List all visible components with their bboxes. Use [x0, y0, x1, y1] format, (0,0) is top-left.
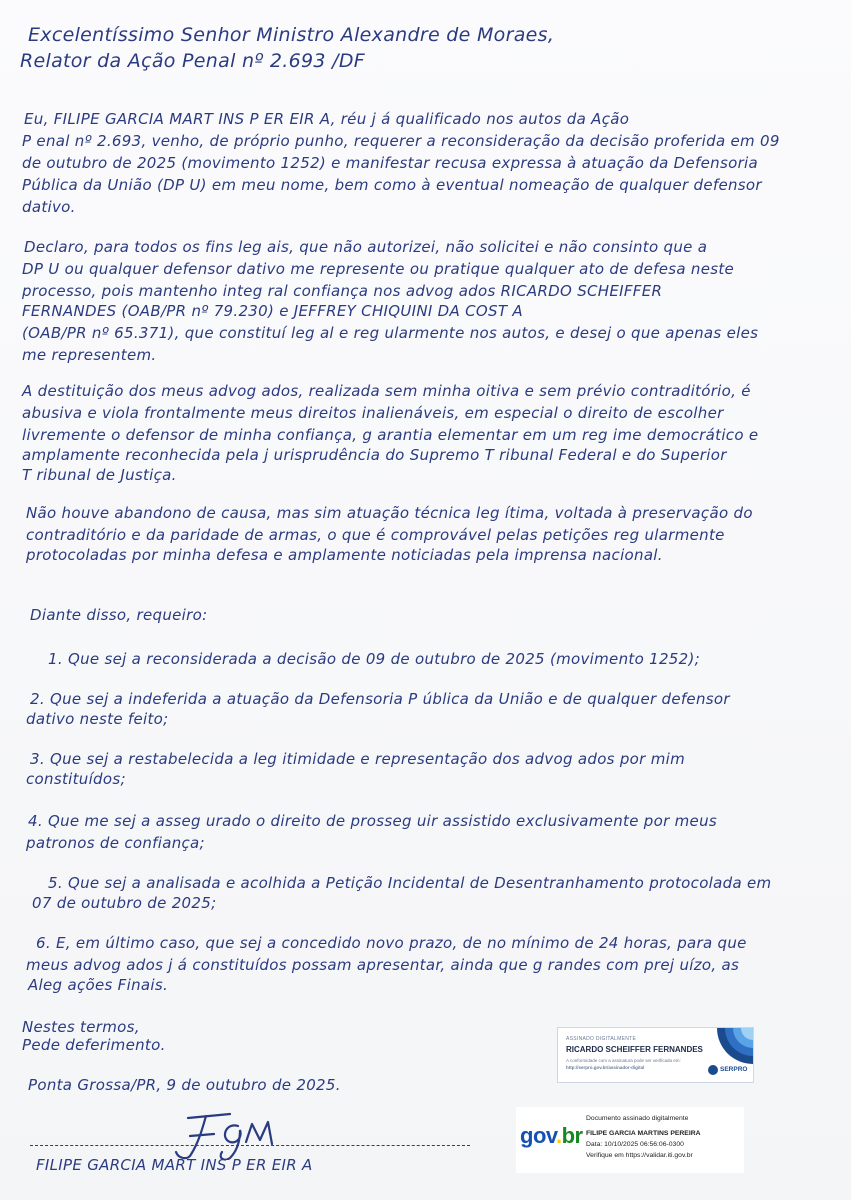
govbr-logo-gov: gov — [520, 1123, 556, 1148]
paragraph-1-line: Pública da União (DP U) em meu nome, bem como à eventual nomeação de qualquer defensor — [22, 176, 762, 194]
serpro-logo-icon — [708, 1065, 718, 1075]
paragraph-1-line: dativo. — [22, 198, 76, 216]
paragraph-2-line: FERNANDES (OAB/PR nº 79.230) e JEFFREY CHIQUINI DA COST A — [22, 302, 523, 320]
serpro-signature-stamp — [557, 1027, 754, 1083]
request-6-line: Aleg ações Finais. — [28, 976, 169, 994]
paragraph-1-line: P enal nº 2.693, venho, de próprio punho, requerer a reconsideração da decisão proferida em 09 — [22, 132, 780, 150]
signature-name: FILIPE GARCIA MART INS P ER EIR A — [36, 1156, 313, 1174]
paragraph-3-line: abusiva e viola frontalmente meus direitos inalienáveis, em especial o direito de escolher — [22, 404, 724, 422]
paragraph-3-line: amplamente reconhecida pela j urisprudência do Supremo T ribunal Federal e do Superior — [22, 446, 727, 464]
place-date: Ponta Grossa/PR, 9 de outubro de 2025. — [28, 1076, 341, 1094]
serpro-brand: SERPRO — [720, 1066, 748, 1073]
paragraph-2-line: me representem. — [22, 346, 157, 364]
paragraph-3-line: T ribunal de Justiça. — [22, 466, 177, 484]
request-5-line: 07 de outubro de 2025; — [32, 894, 217, 912]
paragraph-1-line: Eu, FILIPE GARCIA MART INS P ER EIR A, réu j á qualificado nos autos da Ação — [24, 110, 630, 128]
serpro-arcs-icon — [701, 1028, 753, 1066]
request-4-line: patronos de confiança; — [26, 834, 205, 852]
paragraph-3-line: livremente o defensor de minha confiança, g arantia elementar em um reg ime democrático e — [22, 426, 759, 444]
govbr-signer-name: FILIPE GARCIA MARTINS PEREIRA — [586, 1130, 701, 1137]
request-6-line: meus advog ados j á constituídos possam apresentar, ainda que g randes com prej uízo, as — [26, 956, 740, 974]
govbr-signature-stamp — [516, 1107, 744, 1173]
request-6-line: 6. E, em último caso, que sej a concedido novo prazo, de no mínimo de 24 horas, para que — [36, 934, 747, 952]
closing-line-2: Pede deferimento. — [22, 1036, 166, 1054]
salutation-line-2: Relator da Ação Penal nº 2.693 /DF — [20, 50, 366, 72]
paragraph-2-line: DP U ou qualquer defensor dativo me represente ou pratique qualquer ato de defesa neste — [22, 260, 735, 278]
request-1-line: 1. Que sej a reconsiderada a decisão de 09 de outubro de 2025 (movimento 1252); — [48, 650, 700, 668]
request-4-line: 4. Que me sej a asseg urado o direito de prosseg uir assistido exclusivamente por meus — [28, 812, 717, 830]
request-3-line: constituídos; — [26, 770, 126, 788]
govbr-date: Data: 10/10/2025 06:56:06-0300 — [586, 1141, 684, 1148]
paragraph-4-line: Não houve abandono de causa, mas sim atuação técnica leg ítima, voltada à preservação do — [26, 504, 753, 522]
request-2-line: 2. Que sej a indeferida a atuação da Defensoria P ública da União e de qualquer defensor — [30, 690, 730, 708]
salutation-line-1: Excelentíssimo Senhor Ministro Alexandre de Moraes, — [28, 24, 555, 46]
paragraph-2-line: processo, pois mantenho integ ral confiança nos advog ados RICARDO SCHEIFFER — [22, 282, 663, 300]
request-5-line: 5. Que sej a analisada e acolhida a Petição Incidental de Desentranhamento protocolada em — [48, 874, 772, 892]
request-2-line: dativo neste feito; — [26, 710, 169, 728]
stamp-url: http://serpro.gov.br/assinador-digital — [566, 1065, 645, 1070]
govbr-verify: Verifique em https://validar.iti.gov.br — [586, 1152, 693, 1159]
stamp-label: ASSINADO DIGITALMENTE — [566, 1036, 637, 1042]
stamp-note: A conformidade com a assinatura pode ser verificada em: — [566, 1058, 681, 1063]
signature-mark-icon — [168, 1108, 278, 1160]
paragraph-1-line: de outubro de 2025 (movimento 1252) e manifestar recusa expressa à atuação da Defensoria — [22, 154, 758, 172]
paragraph-2-line: Declaro, para todos os fins leg ais, que não autorizei, não solicitei e não consinto que a — [24, 238, 708, 256]
govbr-line-1: Documento assinado digitalmente — [586, 1115, 689, 1122]
stamp-signer-name: RICARDO SCHEIFFER FERNANDES — [566, 1045, 703, 1054]
closing-line-1: Nestes termos, — [22, 1018, 140, 1036]
paragraph-3-line: A destituição dos meus advog ados, realizada sem minha oitiva e sem prévio contraditório, é — [22, 382, 751, 400]
requests-intro: Diante disso, requeiro: — [30, 606, 208, 624]
paragraph-2-line: (OAB/PR nº 65.371), que constituí leg al e reg ularmente nos autos, e desej o que apenas eles — [22, 324, 759, 342]
govbr-logo — [520, 1123, 583, 1149]
govbr-logo-br: br — [561, 1123, 583, 1148]
paragraph-4-line: contraditório e da paridade de armas, o que é comprovável pelas petições reg ularmente — [26, 526, 725, 544]
govbr-logo-dot: . — [555, 1123, 562, 1148]
paragraph-4-line: protocoladas por minha defesa e amplamente noticiadas pela imprensa nacional. — [26, 546, 663, 564]
request-3-line: 3. Que sej a restabelecida a leg itimidade e representação dos advog ados por mim — [30, 750, 685, 768]
